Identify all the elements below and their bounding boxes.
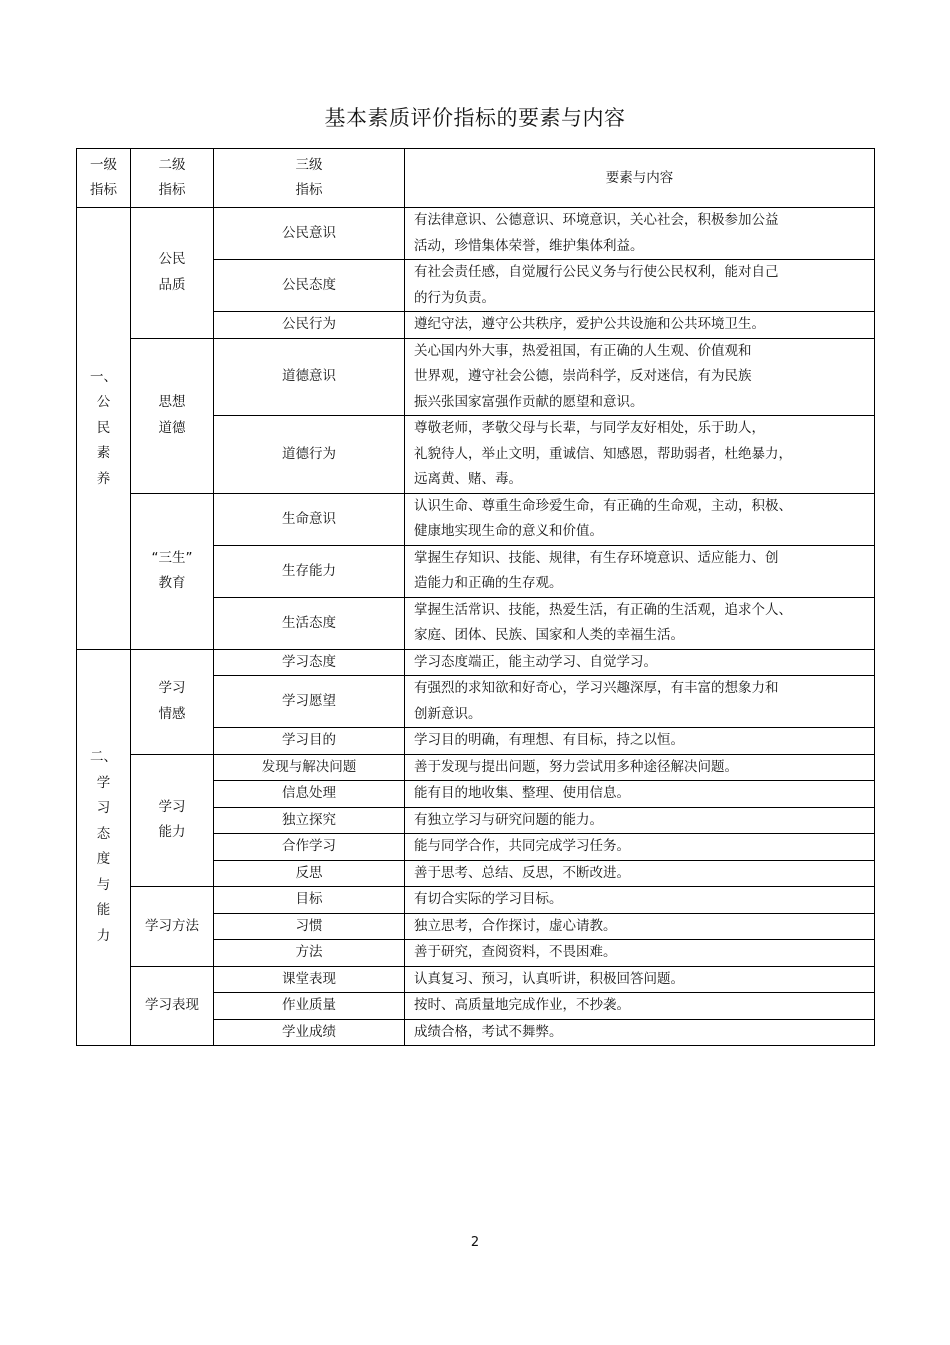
level2-label-line: 能力 [158,824,186,841]
content-line: 认真复习、预习，认真听讲，积极回答问题。 [414,970,684,987]
table-row [77,887,875,914]
level3-indicator: 目标 [214,887,405,914]
content-line: 善于发现与提出问题，努力尝试用多种途径解决问题。 [414,758,738,775]
content-cell [405,754,875,781]
level1-indicator [77,649,131,1046]
content-line: 学习目的明确，有理想、有目标，持之以恒。 [414,732,684,748]
level2-label-line: 学习 [158,680,186,696]
level3-indicator: 道德行为 [214,416,405,494]
level1-indicator [77,208,131,650]
content-cell [405,545,875,597]
level3-indicator: 作业质量 [214,993,405,1020]
content-line: 认识生命、尊重生命珍爱生命，有正确的生命观，主动，积极、 [414,497,792,514]
content-line: 成绩合格，考试不舞弊。 [414,1023,563,1040]
content-cell [405,416,875,494]
content-cell [405,860,875,887]
content-line: 遵纪守法，遵守公共秩序，爱护公共设施和公共环境卫生。 [414,316,765,332]
header-content-text: 要素与内容 [605,169,674,186]
content-cell [405,260,875,312]
content-line: 远离黄、赌、毒。 [414,471,522,487]
level3-indicator: 生活态度 [214,597,405,649]
level2-indicator [131,338,214,493]
level3-indicator: 公民态度 [214,260,405,312]
level1-label-char: 与 [96,876,111,893]
level3-indicator: 生命意识 [214,493,405,545]
level3-indicator: 学习态度 [214,649,405,676]
level1-label-char: 度 [96,851,111,868]
level2-indicator [131,649,214,754]
level3-indicator: 学习愿望 [214,676,405,728]
content-line: 独立思考，合作探讨，虚心请教。 [414,917,617,934]
level3-indicator: 学习目的 [214,728,405,755]
header-level1-line: 指标 [90,182,117,198]
level3-indicator: 生存能力 [214,545,405,597]
content-cell [405,676,875,728]
level3-indicator: 合作学习 [214,834,405,861]
content-cell [405,887,875,914]
level1-label-char: 素 [96,445,111,461]
content-line: 世界观，遵守社会公德，崇尚科学，反对迷信，有为民族 [414,368,752,384]
content-line: 按时、高质量地完成作业，不抄袭。 [414,997,630,1013]
content-cell [405,338,875,416]
level3-indicator: 发现与解决问题 [214,754,405,781]
table-row [77,493,875,545]
header-level1-line: 一级 [90,157,117,173]
level1-label-char: 公 [96,394,111,410]
content-line: 造能力和正确的生存观。 [414,575,563,591]
content-line: 有强烈的求知欲和好奇心，学习兴趣深厚，有丰富的想象力和 [414,680,779,696]
level1-label-char: 习 [96,800,111,817]
content-cell [405,312,875,339]
content-line: 善于研究，查阅资料，不畏困难。 [414,944,617,960]
content-cell [405,597,875,649]
content-line: 能有目的地收集、整理、使用信息。 [414,785,630,801]
level3-indicator: 课堂表现 [214,966,405,993]
content-line: 的行为负责。 [414,289,495,306]
content-line: 掌握生存知识、技能、规律，有生存环境意识、适应能力、创 [414,549,779,566]
content-line: 有法律意识、公德意识、环境意识，关心社会，积极参加公益 [414,212,779,228]
table-row [77,966,875,993]
level2-label-line: 学习方法 [145,917,199,934]
content-line: 创新意识。 [414,705,482,722]
content-cell [405,728,875,755]
content-line: 有独立学习与研究问题的能力。 [414,811,603,828]
content-line: 活动，珍惜集体荣誉，维护集体利益。 [414,237,644,254]
content-line: 掌握生活常识、技能，热爱生活，有正确的生活观，追求个人、 [414,601,792,618]
content-line: 振兴张国家富强作贡献的愿望和意识。 [414,393,644,410]
header-content [405,149,875,208]
header-level2-line: 二级 [158,157,186,173]
level2-indicator [131,208,214,339]
level3-indicator: 习惯 [214,913,405,940]
content-cell [405,993,875,1020]
table-row [77,338,875,416]
content-line: 家庭、团体、民族、国家和人类的幸福生活。 [414,627,684,643]
level3-indicator: 方法 [214,940,405,967]
table-row [77,208,875,260]
level2-label-line: 道德 [158,419,186,436]
content-cell [405,1019,875,1046]
level3-indicator: 反思 [214,860,405,887]
level1-label-char: 学 [96,774,111,791]
content-line: 能与同学合作，共同完成学习任务。 [414,838,630,854]
content-line: 礼貌待人，举止文明，重诚信、知感恩，帮助弱者，杜绝暴力， [414,445,792,462]
level2-label-line: 公民 [158,251,186,268]
level3-indicator: 学业成绩 [214,1019,405,1046]
content-line: 有社会责任感，自觉履行公民义务与行使公民权利，能对自己 [414,264,779,280]
content-cell [405,208,875,260]
level3-indicator: 公民意识 [214,208,405,260]
level2-indicator [131,493,214,649]
header-level3 [214,149,405,208]
content-cell [405,966,875,993]
level1-label-char: 能 [96,902,111,919]
level3-indicator: 独立探究 [214,807,405,834]
level1-label-char: 力 [96,927,111,944]
content-cell [405,834,875,861]
level2-indicator [131,754,214,887]
header-row [77,149,875,208]
content-cell [405,781,875,808]
content-line: 尊敬老师，孝敬父母与长辈，与同学友好相处，乐于助人， [414,420,765,436]
page-number: 2 [470,1235,480,1250]
level2-label-line: 品质 [158,276,186,293]
content-cell [405,940,875,967]
level1-label-char: 民 [96,419,111,436]
level1-label-char: 态 [96,825,111,842]
level2-label-line: 学习 [158,798,186,815]
level2-label-line: 教育 [158,575,186,591]
page-title: 基本素质评价指标的要素与内容 [324,106,626,130]
table-row [77,754,875,781]
level2-label-line: 学习表现 [145,997,199,1013]
content-line: 有切合实际的学习目标。 [414,891,563,907]
level2-indicator [131,966,214,1046]
content-line: 健康地实现生命的意义和价值。 [414,523,603,539]
level3-indicator: 信息处理 [214,781,405,808]
header-level2 [131,149,214,208]
level2-indicator [131,887,214,967]
content-line: 善于思考、总结、反思，不断改进。 [414,864,630,881]
content-cell [405,913,875,940]
header-level2-line: 指标 [158,182,186,198]
content-cell [405,649,875,676]
header-level3-line: 指标 [295,182,323,198]
level2-label-line: 情感 [158,705,186,722]
level2-label-line: 思想 [158,394,186,410]
level1-label-char: 一、 [90,368,117,385]
level1-label-char: 二、 [90,749,117,766]
content-line: 关心国内外大事，热爱祖国，有正确的人生观、价值观和 [414,342,752,359]
table-row [77,649,875,676]
content-line: 学习态度端正，能主动学习、自觉学习。 [414,653,657,670]
level2-label-line: “三生” [151,549,193,566]
content-cell [405,493,875,545]
content-cell [405,807,875,834]
evaluation-table [76,148,875,1046]
header-level3-line: 三级 [295,157,323,173]
level1-label-char: 养 [96,470,111,487]
header-level1 [77,149,131,208]
level3-indicator: 道德意识 [214,338,405,416]
level3-indicator: 公民行为 [214,312,405,339]
